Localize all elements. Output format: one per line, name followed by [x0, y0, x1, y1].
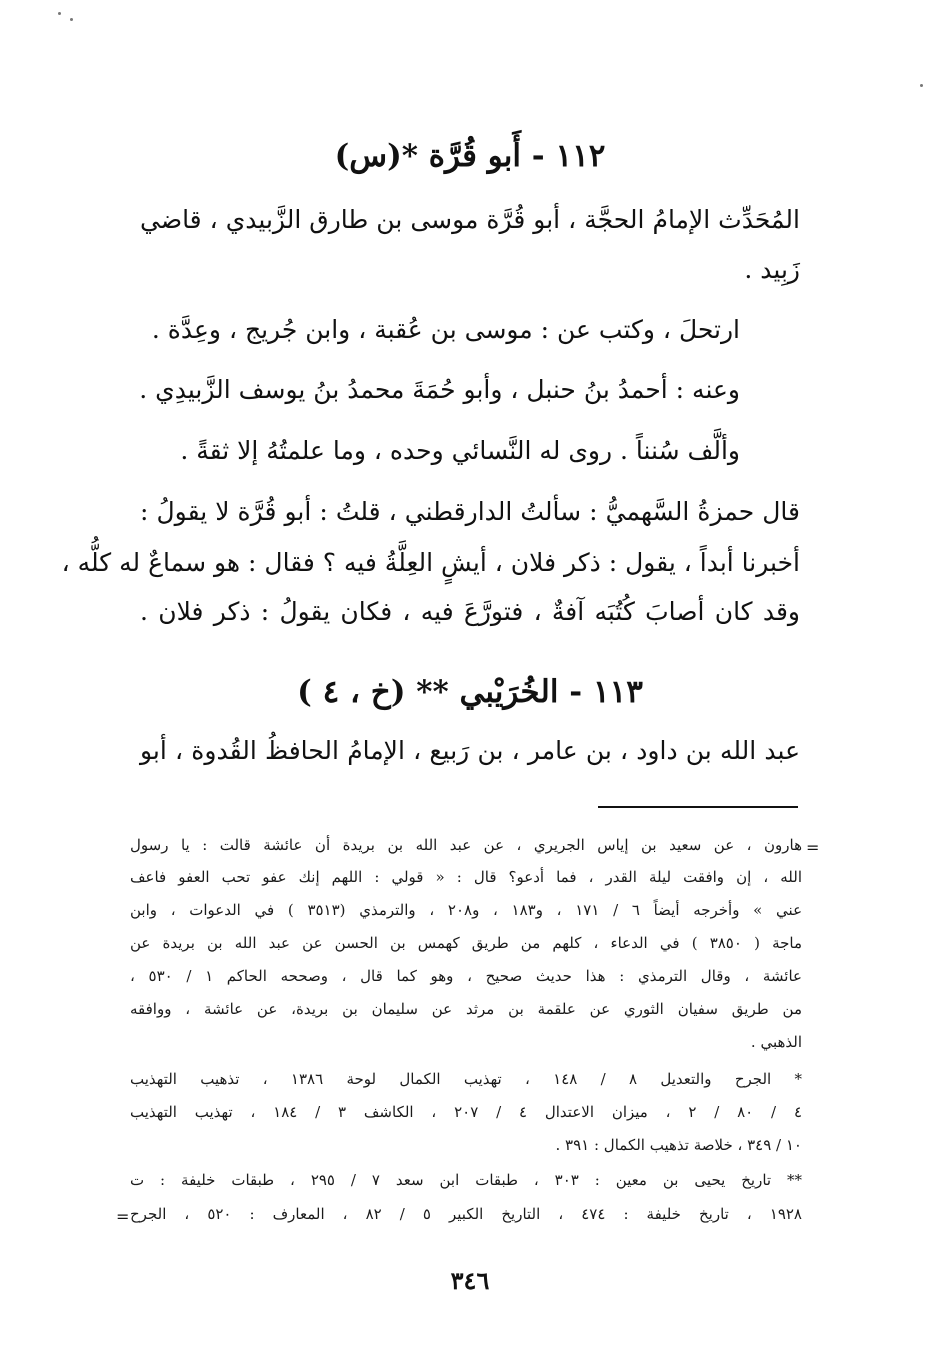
scan-speck	[58, 12, 61, 15]
entry-113-line: عبد الله بن داود ، بن عامر ، بن رَبيع ، الإمامُ الحافظُ القُدوة ، أبو	[140, 736, 800, 765]
page-number: ٣٤٦	[450, 1266, 490, 1295]
footnote-2-line: ١٩٢٨ ، تاريخ خليفة : ٤٧٤ ، التاريخ الكبير ٥ / ٨٢ ، المعارف : ٥٢٠ ، الجرح	[130, 1205, 802, 1223]
entry-112-line: وألَّف سُنناً . روى له النَّسائي وحده ، وما علمتُهُ إلا ثقةً .	[180, 436, 740, 465]
scan-speck	[70, 18, 73, 21]
footnote-line: الله ، إن وافقت ليلة القدر ، فما أدعو؟ قال : « قولي : اللهم إنك عفو تحب العفو فاعف	[130, 868, 802, 886]
footnote-trailing-marker: =	[116, 1207, 130, 1226]
footnote-line: عائشة ، وقال الترمذي : هذا حديث صحيح ، وهو كما قال ، وصححه الحاكم ١ / ٥٣٠ ،	[130, 967, 802, 985]
entry-112-line: المُحَدِّث الإمامُ الحجَّة ، أبو قُرَّة موسى بن طارق الزَّبيدي ، قاضي	[140, 205, 800, 234]
footnote-2-line: ** تاريخ يحيى بن معين : ٣٠٣ ، طبقات ابن سعد ٧ / ٢٩٥ ، طبقات خليفة : ت	[130, 1171, 803, 1189]
footnote-line: الذهبي .	[750, 1033, 802, 1051]
entry-113-heading: ١١٣ - الخُرَيْبي ** (خ ، ٤ )	[297, 674, 643, 710]
footnote-1-line: * الجرح والتعديل ٨ / ١٤٨ ، تهذيب الكمال لوحة ١٣٨٦ ، تذهيب التهذيب	[130, 1070, 802, 1088]
entry-112-heading: ١١٢ - أَبو قُرَّة *(س)	[334, 138, 606, 174]
footnote-separator	[598, 806, 798, 808]
footnote-continuation-marker: =	[806, 838, 820, 857]
entry-112-line: زَبِيد .	[744, 255, 800, 284]
footnote-1-line: ٤ / ٨٠ / ٢ ، ميزان الاعتدال ٤ / ٢٠٧ ، الكاشف ٣ / ١٨٤ ، تهذيب التهذيب	[130, 1103, 802, 1121]
entry-112-line: أخبرنا أبداً ، يقول : ذكر فلان ، أيشٍ العِلَّةُ فيه ؟ فقال : هو سماعٌ له كلُّه ،	[61, 548, 800, 577]
footnote-line: هارون ، عن سعيد بن إياس الجريري ، عن عبد الله بن بريدة أن عائشة قالت : يا رسول	[130, 836, 802, 854]
entry-112-line: وعنه : أحمدُ بنُ حنبل ، وأبو حُمَةَ محمدُ بنُ يوسف الزَّبيدِي .	[139, 375, 740, 404]
entry-112-line: وقد كان أصابَ كُتُبَه آفةٌ ، فتورَّعَ فيه ، فكان يقولُ : ذكر فلان .	[140, 597, 800, 626]
footnote-line: ماجة ( ٣٨٥٠ ) في الدعاء ، كلهم من طريق كهمس بن الحسن عن عبد الله بن بريدة عن	[130, 934, 802, 952]
entry-112-line: قال حمزةُ السَّهميُّ : سألتُ الدارقطني ، قلتُ : أبو قُرَّة لا يقولُ :	[140, 497, 800, 526]
footnote-1-line: ١٠ / ٣٤٩ ، خلاصة تذهيب الكمال : ٣٩١ .	[555, 1136, 802, 1154]
scan-speck	[920, 84, 923, 87]
footnote-line: من طريق سفيان الثوري عن علقمة بن مرثد عن سليمان بن بريدة، عن عائشة ، ووافقه	[130, 1000, 802, 1018]
entry-112-line: ارتحلَ ، وكتب عن : موسى بن عُقبة ، وابن جُريج ، وعِدَّة .	[151, 315, 740, 344]
footnote-line: عني » وأخرجه أيضاً ٦ / ١٧١ ، و١٨٣ ، و٢٠٨ ، والترمذي (٣٥١٣ ) في الدعوات ، وابن	[130, 901, 803, 919]
